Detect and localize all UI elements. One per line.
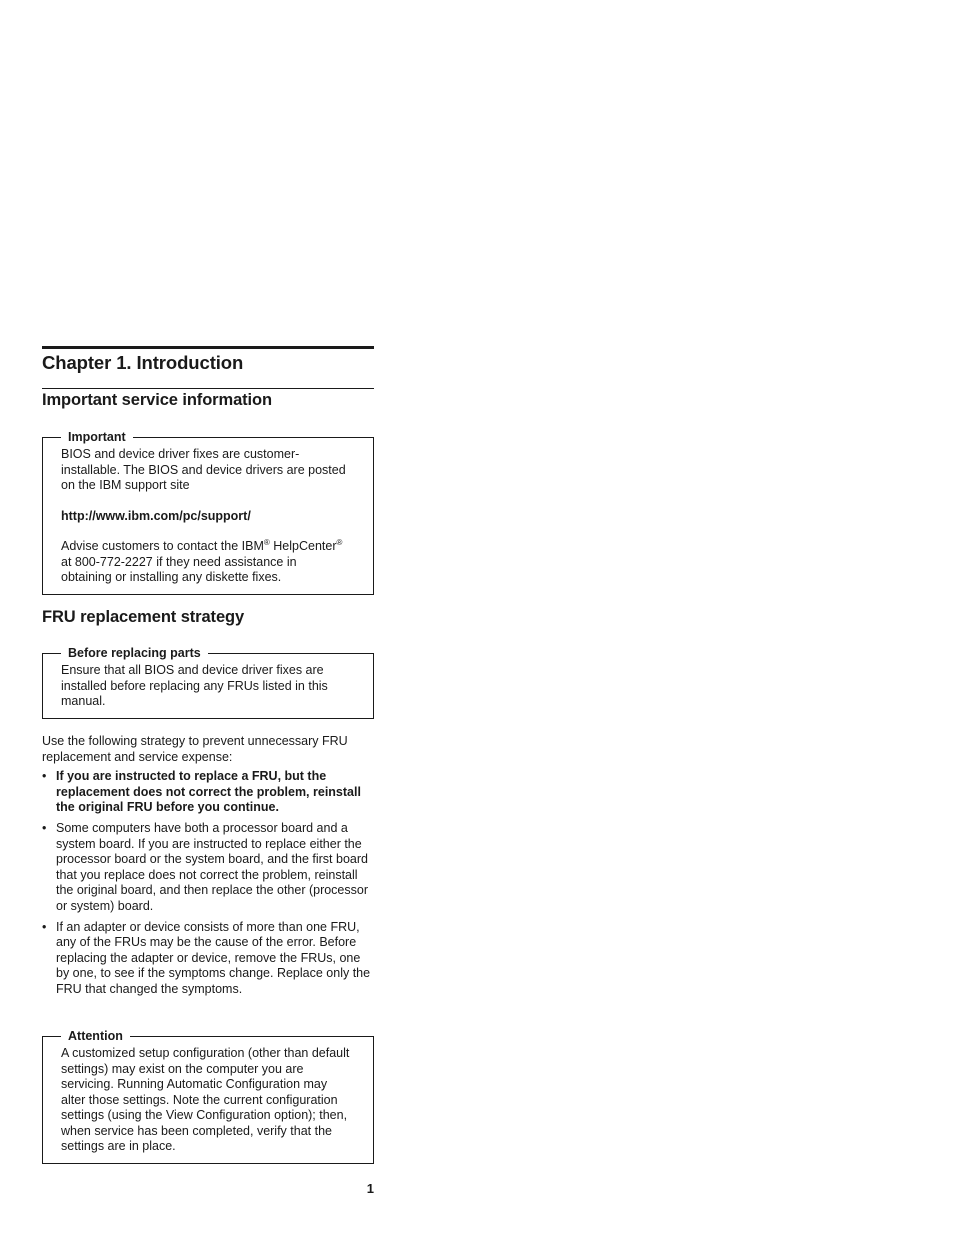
- attention-label: Attention: [61, 1028, 130, 1044]
- bullet-glyph: •: [42, 769, 47, 783]
- strategy-item-text: If you are instructed to replace a FRU, but the replacement does not correct the problem, reinstall the original FRU before you continue.: [56, 769, 361, 814]
- strategy-item-text: Some computers have both a processor board and a system board. If you are instructed to replace either the processor board or the system board, and the first board that you replace does not correct the problem, reinstall the original board, and then replace the other (processor or system) board.: [56, 821, 368, 913]
- attention-text: A customized setup configuration (other than default settings) may exist on the computer you are servicing. Running Automatic Configuration may alter those settings. Note the current configuration settings (using the View Configuration option); then, when service has been completed, verify that the settings are in place.: [61, 1046, 350, 1153]
- fru-strategy-heading: FRU replacement strategy: [42, 608, 245, 626]
- registered-mark: ®: [336, 538, 343, 547]
- strategy-item: [42, 821, 374, 914]
- important-note-text: BIOS and device driver fixes are customer-installable. The BIOS and device drivers are posted on the IBM support site: [61, 447, 346, 492]
- service-info-heading: Important service information: [42, 391, 272, 409]
- chapter-rule: [42, 346, 374, 349]
- important-note-box: [42, 430, 374, 595]
- strategy-item: [42, 920, 374, 998]
- page-number: 1: [366, 1181, 374, 1196]
- helpcenter-advice: Advise customers to contact the IBM® HelpCenter® at 800-772-2227 if they need assistance in obtaining or installing any diskette fixes.: [61, 538, 343, 584]
- attention-box: [42, 1029, 374, 1164]
- strategy-list: [42, 769, 374, 997]
- bullet-glyph: •: [42, 821, 47, 835]
- chapter-title: Chapter 1. Introduction: [42, 352, 244, 373]
- before-replacing-box: [42, 646, 374, 719]
- strategy-item: [42, 769, 374, 816]
- registered-mark: ®: [263, 538, 270, 547]
- support-url[interactable]: http://www.ibm.com/pc/support/: [61, 508, 251, 523]
- bullet-glyph: •: [42, 919, 47, 934]
- before-replacing-label: Before replacing parts: [61, 645, 208, 661]
- before-replacing-text: Ensure that all BIOS and device driver fixes are installed before replacing any FRUs listed in this manual.: [61, 663, 328, 708]
- important-note-label: Important: [61, 429, 133, 445]
- strategy-item-text: If an adapter or device consists of more than one FRU, any of the FRUs may be the cause of the error. Before replacing the adapter or device, remove the FRUs, one by one, to see if the symptoms change. Replace only the FRU that changed the symptoms.: [56, 919, 371, 996]
- strategy-section: [42, 734, 374, 1003]
- section-rule: [42, 388, 374, 389]
- strategy-intro: Use the following strategy to prevent unnecessary FRU replacement and service expense:: [42, 734, 348, 764]
